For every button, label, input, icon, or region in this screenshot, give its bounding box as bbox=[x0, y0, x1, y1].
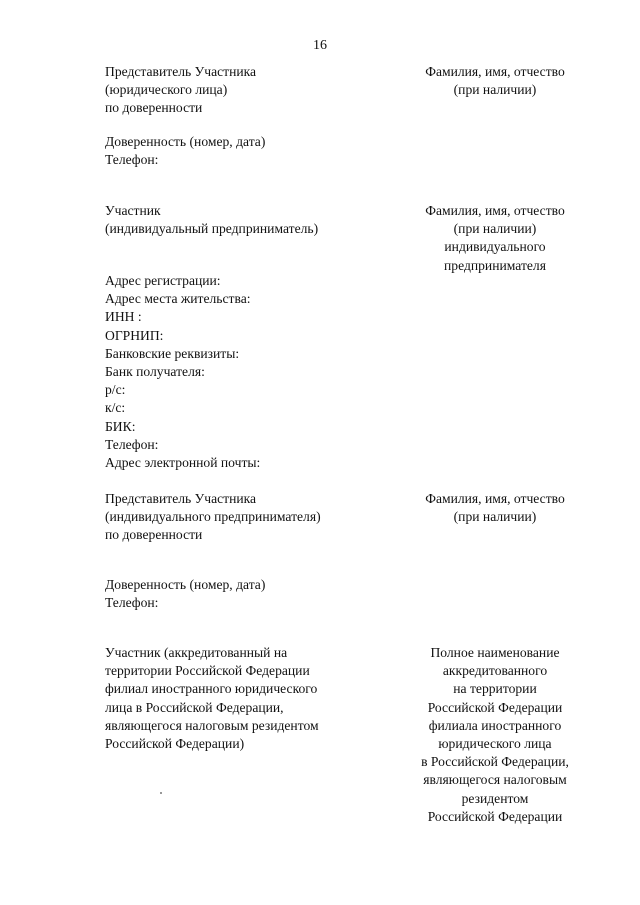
page-number: 16 bbox=[313, 38, 327, 53]
text-line: (индивидуальный предприниматель) bbox=[105, 221, 319, 237]
entrepreneur-full-name-caption bbox=[392, 202, 598, 275]
bank-details-label: Банковские реквизиты: bbox=[105, 345, 240, 361]
text-line: Представитель Участника bbox=[105, 64, 257, 79]
text-line: по доверенности bbox=[105, 527, 203, 543]
text-line: Фамилия, имя, отчество bbox=[425, 491, 565, 506]
text-line: Российской Федерации bbox=[427, 699, 563, 715]
text-line: (при наличии) bbox=[453, 82, 537, 98]
bik-label: БИК: bbox=[105, 418, 136, 434]
representative-full-name-caption bbox=[392, 490, 598, 526]
text-line: филиал иностранного юридического bbox=[105, 681, 318, 697]
text-line: филиала иностранного bbox=[428, 717, 562, 733]
text-line: (индивидуального предпринимателя) bbox=[105, 509, 321, 525]
requisites-block bbox=[105, 272, 260, 472]
text-line: по доверенности bbox=[105, 100, 203, 116]
text-line: резидентом bbox=[461, 790, 529, 806]
text-line: лица в Российской Федерации, bbox=[105, 699, 284, 715]
text-line: Российской Федерации) bbox=[105, 736, 245, 752]
email-label: Адрес электронной почты: bbox=[105, 455, 261, 471]
correspondent-account-label: к/с: bbox=[105, 400, 126, 416]
ogrnip-label: ОГРНИП: bbox=[105, 327, 164, 343]
text-line: Телефон: bbox=[105, 152, 159, 168]
recipient-bank-label: Банк получателя: bbox=[105, 364, 205, 380]
branch-full-name-caption bbox=[392, 644, 598, 826]
scan-speck bbox=[160, 792, 162, 794]
text-line: (юридического лица) bbox=[105, 82, 228, 98]
text-line: аккредитованного bbox=[442, 663, 548, 679]
settlement-account-label: р/с: bbox=[105, 382, 126, 398]
entrepreneur-representative-label bbox=[105, 490, 321, 545]
residence-address-label: Адрес места жительства: bbox=[105, 291, 251, 307]
legal-entity-representative-label bbox=[105, 63, 256, 118]
text-line: Участник bbox=[105, 203, 161, 218]
text-line: Доверенность (номер, дата) bbox=[105, 134, 266, 149]
text-line: (при наличии) bbox=[453, 221, 537, 237]
text-line: Участник (аккредитованный на bbox=[105, 645, 288, 660]
text-line: Российской Федерации bbox=[427, 808, 563, 824]
registration-address-label: Адрес регистрации: bbox=[105, 273, 221, 288]
text-line: являющегося налоговым bbox=[423, 772, 567, 788]
text-line: в Российской Федерации, bbox=[421, 754, 569, 770]
text-line: индивидуального bbox=[444, 239, 546, 255]
text-line: территории Российской Федерации bbox=[105, 663, 310, 679]
text-line: Фамилия, имя, отчество bbox=[425, 203, 565, 218]
full-name-caption bbox=[392, 63, 598, 99]
power-of-attorney-block bbox=[105, 133, 265, 169]
text-line: предпринимателя bbox=[444, 257, 546, 273]
text-line: Полное наименование bbox=[430, 645, 560, 660]
phone-label: Телефон: bbox=[105, 436, 159, 452]
inn-label: ИНН : bbox=[105, 309, 142, 325]
accredited-branch-label bbox=[105, 644, 319, 753]
text-line: Телефон: bbox=[105, 595, 159, 611]
text-line: Представитель Участника bbox=[105, 491, 257, 506]
text-line: (при наличии) bbox=[453, 509, 537, 525]
text-line: Доверенность (номер, дата) bbox=[105, 577, 266, 592]
text-line: на территории bbox=[453, 681, 537, 697]
power-of-attorney-block bbox=[105, 576, 265, 612]
text-line: Фамилия, имя, отчество bbox=[425, 64, 565, 79]
text-line: являющегося налоговым резидентом bbox=[105, 717, 319, 733]
text-line: юридического лица bbox=[438, 736, 552, 752]
individual-entrepreneur-label bbox=[105, 202, 318, 238]
